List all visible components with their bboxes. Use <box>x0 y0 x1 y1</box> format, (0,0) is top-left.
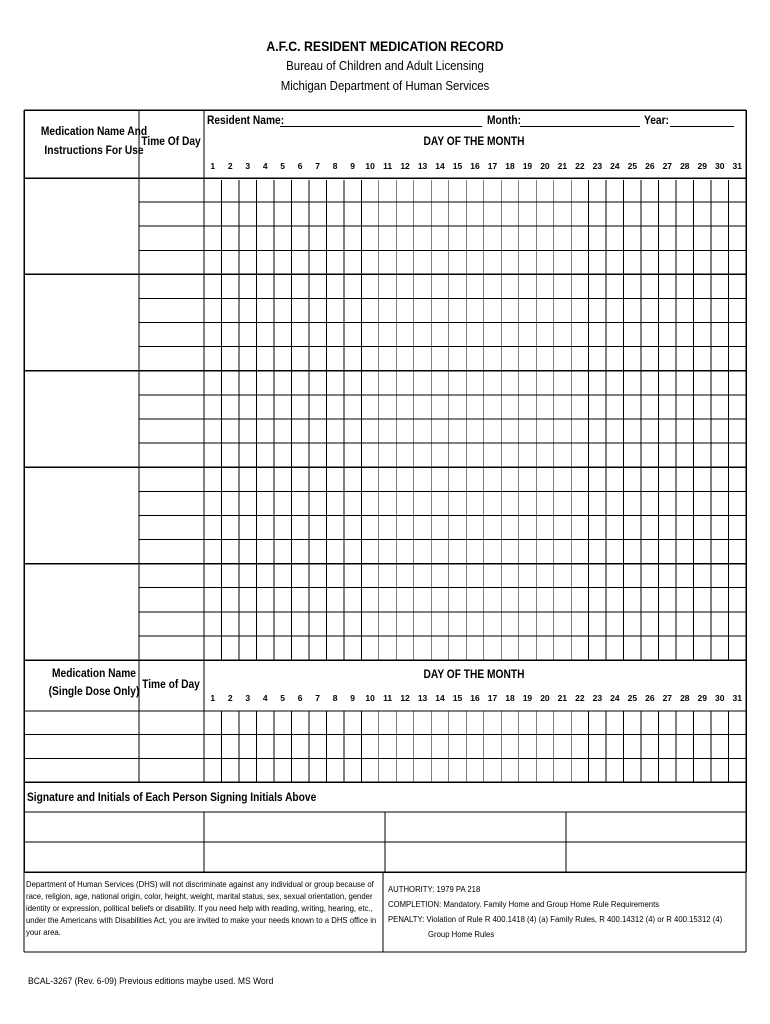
day-number: 14 <box>435 161 445 171</box>
bureau-name: Bureau of Children and Adult Licensing <box>286 58 484 73</box>
day-number: 9 <box>350 693 355 703</box>
day-number: 2 <box>227 161 233 171</box>
day-number: 15 <box>452 693 463 703</box>
day-number: 31 <box>732 161 742 171</box>
year-field[interactable] <box>670 126 734 127</box>
day-number: 20 <box>540 693 550 703</box>
day-number: 7 <box>315 161 320 171</box>
day-number: 24 <box>610 161 620 171</box>
day-number: 2 <box>227 693 233 703</box>
day-number: 12 <box>400 161 410 171</box>
month-field[interactable] <box>520 126 640 127</box>
department-name: Michigan Department of Human Services <box>280 78 490 93</box>
day-number: 11 <box>383 161 393 171</box>
day-number: 13 <box>417 693 428 703</box>
day-number: 10 <box>365 693 375 703</box>
day-number: 28 <box>680 693 690 703</box>
day-number: 4 <box>262 693 268 703</box>
day-number: 30 <box>715 693 725 703</box>
day-number: 29 <box>697 161 708 171</box>
nondiscrimination-notice: Department of Human Services (DHS) will not discriminate against any individual or group because of race, religion, age, national origin, color, height, weight, marital status, sex, sexual orientation, gender identity or expression, political beliefs or disability. If you need help with reading, writing, hearing, etc., under the Americans with Disabilities Act, you are invited to make your needs known to a DHS office in your area. <box>26 879 377 937</box>
day-number: 31 <box>732 693 742 703</box>
day-number: 18 <box>505 693 515 703</box>
day-number: 1 <box>210 693 216 703</box>
time-of-day-header: Time Of Day <box>141 134 201 148</box>
form-identifier: BCAL-3267 (Rev. 6-09) Previous editions maybe used. MS Word <box>28 976 274 987</box>
day-number: 17 <box>487 693 498 703</box>
day-number: 23 <box>592 161 603 171</box>
day-number: 24 <box>610 693 620 703</box>
day-number: 13 <box>417 161 428 171</box>
penalty-text: PENALTY: Violation of Rule R 400.1418 (4) (a) Family Rules, R 400.14312 (4) or R 400.15312 (4) <box>388 914 723 924</box>
day-number: 26 <box>645 693 655 703</box>
resident-name-label: Resident Name: <box>207 113 285 127</box>
day-number: 5 <box>280 693 286 703</box>
day-number: 11 <box>383 693 393 703</box>
day-number: 10 <box>365 161 375 171</box>
day-number: 9 <box>350 161 355 171</box>
day-number: 30 <box>715 161 725 171</box>
year-label: Year: <box>644 113 669 127</box>
day-number: 6 <box>297 693 303 703</box>
day-number: 4 <box>262 161 268 171</box>
day-number: 19 <box>522 161 533 171</box>
day-number: 22 <box>575 161 585 171</box>
month-label: Month: <box>487 113 521 127</box>
resident-name-field[interactable] <box>280 126 482 127</box>
medication-header-line1: Medication Name And <box>40 124 148 138</box>
single-dose-header-line1: Medication Name <box>52 666 136 680</box>
day-number: 28 <box>680 161 690 171</box>
day-number: 6 <box>297 161 303 171</box>
form-title: A.F.C. RESIDENT MEDICATION RECORD <box>266 38 504 54</box>
day-number: 8 <box>332 693 338 703</box>
day-number: 15 <box>452 161 463 171</box>
day-number: 21 <box>557 161 568 171</box>
day-number: 18 <box>505 161 515 171</box>
day-number: 12 <box>400 693 410 703</box>
penalty-text-line2: Group Home Rules <box>428 929 495 939</box>
signature-heading: Signature and Initials of Each Person Signing Initials Above <box>27 790 317 804</box>
day-number: 1 <box>210 161 216 171</box>
day-number: 25 <box>627 161 638 171</box>
day-number: 22 <box>575 693 585 703</box>
day-number: 14 <box>435 693 445 703</box>
day-number: 25 <box>627 693 638 703</box>
day-number: 5 <box>280 161 286 171</box>
day-number: 23 <box>592 693 603 703</box>
day-number: 27 <box>662 161 673 171</box>
authority-text: AUTHORITY: 1979 PA 218 <box>388 884 481 894</box>
completion-text: COMPLETION: Mandatory. Family Home and Group Home Rule Requirements <box>388 899 660 909</box>
day-number: 7 <box>315 693 320 703</box>
day-number: 20 <box>540 161 550 171</box>
day-number: 3 <box>245 693 251 703</box>
day-number: 27 <box>662 693 673 703</box>
day-number: 16 <box>470 693 480 703</box>
day-number: 17 <box>487 161 498 171</box>
day-number: 16 <box>470 161 480 171</box>
day-number: 21 <box>557 693 568 703</box>
single-dose-day-header: DAY OF THE MONTH <box>423 667 525 681</box>
day-number: 8 <box>332 161 338 171</box>
day-number: 26 <box>645 161 655 171</box>
single-dose-time-header: Time of Day <box>142 677 200 691</box>
day-number: 29 <box>697 693 708 703</box>
single-dose-header-line2: (Single Dose Only) <box>48 684 140 698</box>
medication-header-line2: Instructions For Use <box>44 143 144 157</box>
day-of-month-header: DAY OF THE MONTH <box>423 134 525 148</box>
day-number: 19 <box>522 693 533 703</box>
day-number: 3 <box>245 161 251 171</box>
